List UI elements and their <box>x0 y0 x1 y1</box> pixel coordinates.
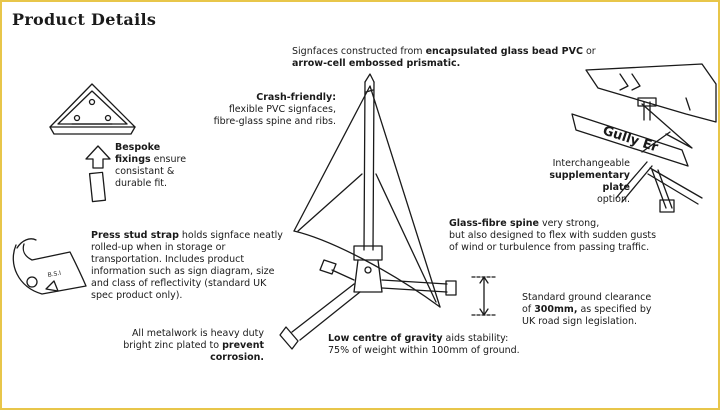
up-arrow-icon <box>86 146 110 168</box>
plate-lettering: Gully Er <box>600 123 660 156</box>
fixings-text: ensure <box>150 154 187 165</box>
signfaces-material-1: encapsulated glass bead PVC <box>425 46 583 57</box>
plate-line-1: Interchangeable <box>552 158 630 169</box>
strap-line-1: holds signface neatly <box>178 230 283 241</box>
strap-line-5: and class of reflectivity (standard UK <box>91 278 267 289</box>
signfaces-material-2: arrow-cell embossed prismatic. <box>292 58 461 69</box>
strap-line-3: transportation. Includes product <box>91 254 245 265</box>
supplementary-plate-note <box>520 158 630 206</box>
glass-fibre-spine-note <box>449 218 656 254</box>
gravity-line-2: 75% of weight within 100mm of ground. <box>328 345 520 356</box>
metalwork-note <box>82 328 264 364</box>
signfaces-text: Signfaces constructed from <box>292 46 426 57</box>
crash-friendly-line-2: fibre-glass spine and ribs. <box>213 116 336 127</box>
centre-of-gravity-note <box>328 333 520 357</box>
clearance-line-2: as specified by <box>577 304 652 315</box>
fixing-plate-drawing <box>90 172 106 201</box>
signfaces-note <box>292 46 596 70</box>
strap-line-6: spec product only). <box>91 290 183 301</box>
clearance-dimension <box>472 277 496 315</box>
fixings-line-2: consistant & <box>115 166 175 177</box>
fixings-heading-2: fixings <box>115 154 151 165</box>
fixings-heading-1: Bespoke <box>115 142 161 153</box>
ground-clearance-note <box>522 292 651 328</box>
page-title: Product Details <box>12 10 157 29</box>
press-stud-strap-drawing <box>13 239 86 294</box>
clearance-of: of <box>522 304 535 315</box>
fixings-note <box>115 142 186 190</box>
clearance-height: 300mm, <box>534 304 578 315</box>
metal-heading: prevent corrosion. <box>210 340 264 363</box>
clearance-line-1: Standard ground clearance <box>522 292 652 303</box>
strap-lettering: B.S.I <box>47 269 62 279</box>
plate-heading: supplementary plate <box>549 170 630 193</box>
strap-heading: Press stud strap <box>91 230 179 241</box>
gravity-heading: Low centre of gravity <box>328 333 443 344</box>
metal-line-1: All metalwork is heavy duty <box>131 328 264 339</box>
crash-friendly-line-1: flexible PVC signfaces, <box>228 104 336 115</box>
metal-line-2: bright zinc plated to <box>123 340 223 351</box>
fixings-line-3: durable fit. <box>115 178 168 189</box>
spine-line-2: but also designed to flex with sudden gusts <box>449 230 657 241</box>
spine-heading: Glass-fibre spine <box>449 218 539 229</box>
gravity-line-1: aids stability: <box>442 333 509 344</box>
spine-line-3: of wind or turbulence from passing traffic. <box>449 242 650 253</box>
strap-line-2: rolled-up when in storage or <box>91 242 226 253</box>
fixing-bracket-drawing <box>50 84 135 134</box>
signfaces-or: or <box>582 46 596 57</box>
spine-line-1: very strong, <box>538 218 600 229</box>
plate-line-3: option. <box>596 194 630 205</box>
press-stud-strap-note <box>91 230 283 302</box>
strap-line-4: information such as sign diagram, size <box>91 266 275 277</box>
clearance-line-3: UK road sign legislation. <box>522 316 638 327</box>
crash-friendly-heading: Crash-friendly: <box>256 92 336 103</box>
crash-friendly-note <box>198 92 336 128</box>
